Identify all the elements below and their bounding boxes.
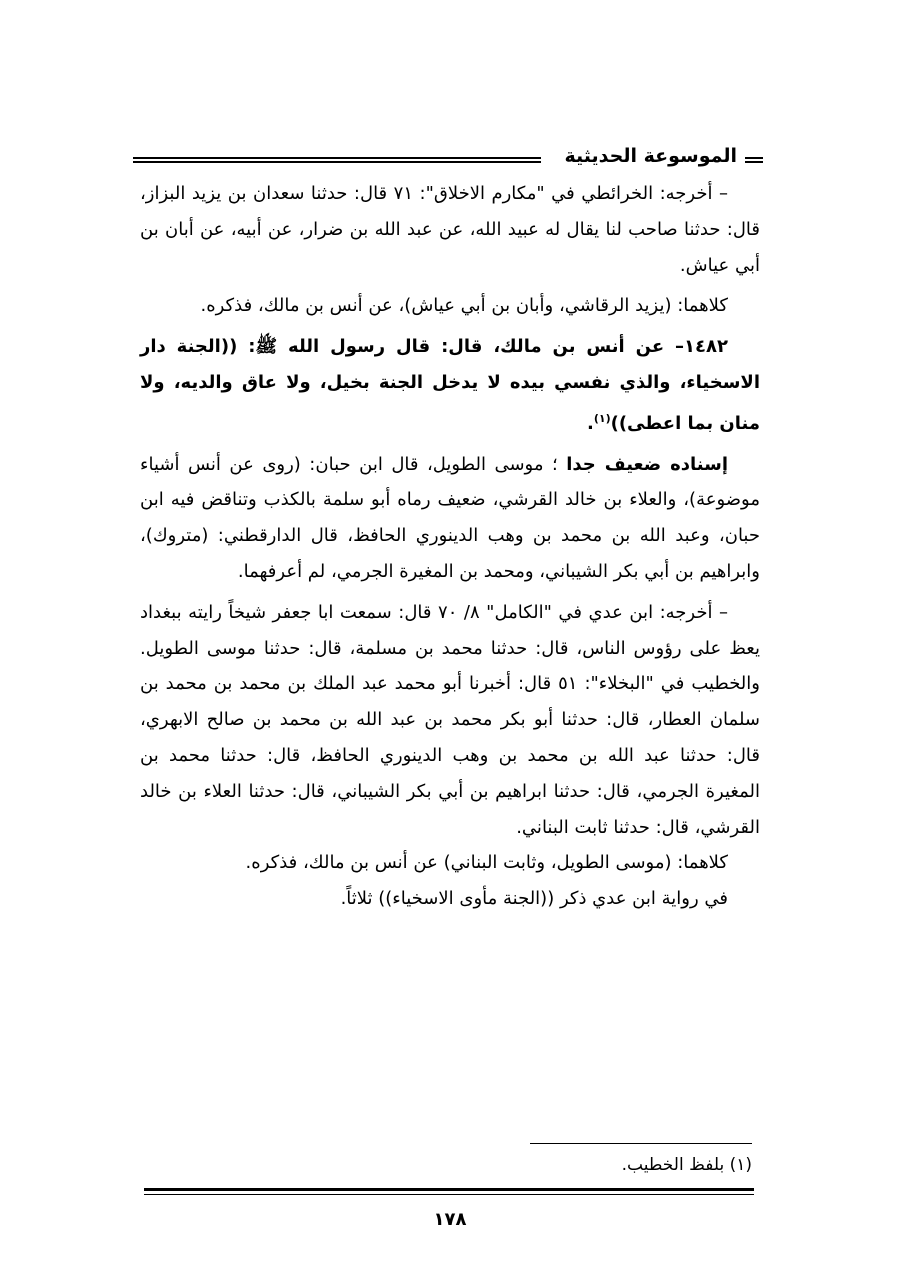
paragraph-kilahuma-1: كلاهما: (يزيد الرقاشي، وأبان بن أبي عياش)، عن أنس بن مالك، فذكره. [200, 295, 728, 317]
grading-lead: إسناده ضعيف جدا [566, 453, 728, 475]
hadith-number: ١٤٨٢– [675, 336, 728, 358]
paragraph-takhrij-2: – أخرجه: ابن عدي في "الكامل" ٨/ ٧٠ قال: سمعت ابا جعفر شيخاً رايته ببغداد يعظ على رؤوس الناس، قال: حدثنا محمد بن مسلمة، قال: حدثنا موسى الطويل. والخطيب في "البخلاء": ٥١ قال: أخبرنا أبو محمد عبد الملك بن محمد بن محمد بن سلمان العطار، قال: حدثنا أبو بكر محمد بن عبد الله بن محمد بن صالح الابهري، قال: حدثنا عبد الله بن محمد بن وهب الدينوري الحافظ، قال: حدثنا محمد بن المغيرة الجرمي، قال: حدثنا ابراهيم بن أبي بكر الشيباني، قال: حدثنا العلاء بن خالد القرشي، قال: حدثنا ثابت البناني. [140, 601, 760, 838]
running-header [133, 141, 763, 171]
paragraph-riwaya-note: في رواية ابن عدي ذكر ((الجنة مأوى الاسخياء)) ثلاثاً. [340, 888, 728, 910]
footnote: (١) بلفظ الخطيب. [621, 1155, 752, 1175]
hadith-paragraph: ١٤٨٢– عن أنس بن مالك، قال: قال رسول الله ﷺ: ((الجنة دار الاسخياء، والذي نفسي بيده لا يدخل الجنة بخيل، ولا عاق والديه، ولا منان بما اعطى))$^{(١)}$. [140, 336, 760, 434]
header-title: الموسوعة الحديثية [564, 145, 737, 167]
header-rule-right [745, 157, 763, 163]
header-rule-left [133, 157, 541, 163]
footnote-reference: (١) [593, 411, 611, 425]
hadith-text: عن أنس بن مالك، قال: قال رسول الله ﷺ: ((الجنة دار الاسخياء، والذي نفسي بيده لا يدخل الجنة بخيل، ولا عاق والديه، ولا منان بما اعطى)) [140, 336, 760, 434]
grading-text: ؛ موسى الطويل، قال ابن حبان: (روى عن أنس أشياء موضوعة)، والعلاء بن خالد القرشي، ضعيف رماه أبو سلمة بالكذب وتناقض فيه ابن حبان، وعبد الله بن محمد بن وهب الدينوري الحافظ، قال الدارقطني: (متروك)، وابراهيم بن أبي بكر الشيباني، ومحمد بن المغيرة الجرمي، لم أعرفهما. [140, 453, 760, 582]
bottom-rule [144, 1188, 754, 1191]
main-text [140, 176, 760, 917]
footnote-separator [530, 1143, 752, 1144]
paragraph-isnad-grading [140, 447, 760, 590]
paragraph-kilahuma-2: كلاهما: (موسى الطويل، وثابت البناني) عن أنس بن مالك، فذكره. [245, 852, 728, 874]
paragraph-takhrij-1: – أخرجه: الخرائطي في "مكارم الاخلاق": ٧١ قال: حدثنا سعدان بن يزيد البزاز، قال: حدثنا صاحب لنا يقال له عبيد الله، عن عبد الله بن ضرار، عن أبيه، عن أبان بن أبي عياش. [140, 183, 760, 276]
bottom-rule-thin [144, 1194, 754, 1195]
page-number: ١٧٨ [433, 1209, 467, 1230]
